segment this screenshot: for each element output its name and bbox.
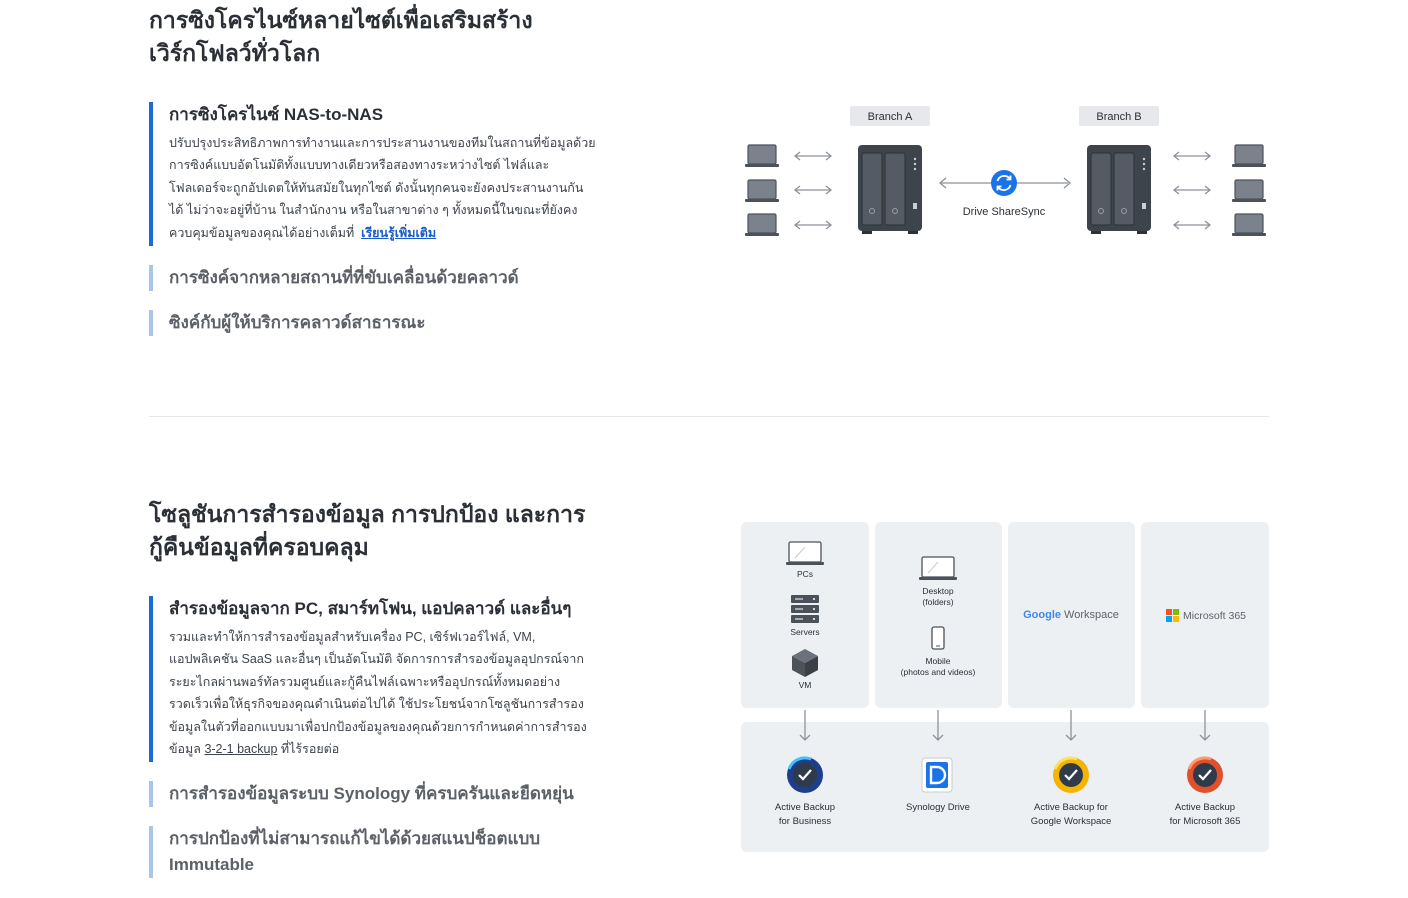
accordion-item-public-cloud[interactable] (149, 310, 629, 336)
accordion-heading[interactable]: การซิงค์จากหลายสถานที่ที่ขับเคลื่อนด้วยคลาวด์ (169, 268, 519, 288)
learn-more-link[interactable]: เรียนรู้เพิ่มเติม (361, 225, 437, 240)
title-line: กู้คืนข้อมูลที่ครอบคลุม (149, 534, 369, 560)
workspace-word: Workspace (1061, 609, 1119, 621)
product-label: Active Backup for (1034, 802, 1108, 813)
accordion-item-backup-devices[interactable] (149, 596, 629, 762)
product-label-sub: for Microsoft 365 (1169, 816, 1241, 827)
products-card (741, 722, 1269, 852)
body-line: การซิงค์แบบอัตโนมัติทั้งแบบทางเดียวหรือสองทางระหว่างไซต์ ไฟล์และ (169, 158, 550, 173)
product-label: Synology Drive (906, 802, 970, 813)
bidirectional-arrow-icon (1174, 186, 1210, 194)
laptop-icon (745, 180, 779, 202)
bidirectional-arrow-icon (795, 186, 831, 194)
bidirectional-arrow-icon (795, 152, 831, 160)
source-label-desktop: Desktop (922, 586, 954, 596)
accordion-item-nas-to-nas[interactable] (149, 102, 629, 246)
title-line: การซิงโครไนซ์หลายไซต์เพื่อเสริมสร้าง (149, 7, 533, 33)
body-line: ที่ไร้รอยต่อ (277, 742, 340, 757)
heading-line: Immutable (169, 855, 255, 875)
accordion-heading[interactable]: การซิงโครไนซ์ NAS-to-NAS (169, 105, 384, 124)
pc-icon (786, 542, 824, 565)
accordion-item-system-backup[interactable] (149, 781, 629, 807)
laptop-icon (1232, 180, 1266, 202)
accordion-backup (149, 596, 629, 878)
bidirectional-arrow-icon (1174, 221, 1210, 229)
product-label-sub: for Business (778, 816, 832, 827)
google-word: Google (1023, 609, 1062, 621)
body-line: แอปพลิเคชัน SaaS และอื่นๆ เป็นอัตโนมัติ จัดการการสำรองข้อมูลอุปกรณ์จาก (169, 652, 584, 667)
product-label: Active Backup (1174, 802, 1236, 813)
product-label-sub: Google Workspace (1030, 816, 1112, 827)
body-line: ระยะไกลผ่านพอร์ทัลรวมศูนย์และกู้คืนไฟล์เฉพาะหรืออุปกรณ์ทั้งหมดอย่าง (169, 674, 561, 689)
active-backup-microsoft-icon (1187, 757, 1223, 793)
heading-line: การปกป้องที่ไม่สามารถแก้ไขได้ด้วยสแนปช็อตแบบ (169, 829, 541, 849)
desktop-icon (919, 557, 957, 580)
body-line: รวมและทำให้การสำรองข้อมูลสำหรับเครื่อง PC, เซิร์ฟเวอร์ไฟล์, VM, (169, 630, 536, 644)
sync-label: Drive ShareSync (962, 206, 1046, 218)
bidirectional-arrow-icon (1174, 152, 1210, 160)
mobile-icon (932, 627, 944, 649)
source-label-desktop-sub: (folders) (922, 597, 954, 607)
source-card-desktop-mobile (875, 522, 1002, 708)
accordion-heading[interactable] (169, 826, 629, 878)
branch-a-label: Branch A (867, 111, 913, 123)
google-workspace-logo (1023, 609, 1119, 621)
drive-sharesync-diagram (738, 98, 1278, 248)
body-line: ข้อมูลในตัวที่ออกแบบมาเพื่อปกป้องข้อมูลของคุณด้วยการกำหนดค่าการสำรอง (169, 719, 587, 734)
synology-drive-icon (922, 758, 952, 792)
body-line: ควบคุมข้อมูลของคุณได้อย่างเต็มที่ (169, 225, 355, 240)
laptop-icon (745, 214, 779, 236)
section-title-backup (149, 498, 585, 564)
accordion-heading[interactable]: ซิงค์กับผู้ให้บริการคลาวด์สาธารณะ (169, 313, 426, 333)
nas-icon (858, 145, 922, 234)
section-divider (149, 416, 1269, 417)
source-label-pcs: PCs (796, 569, 814, 579)
product-label: Active Backup (774, 802, 836, 813)
body-line: รวดเร็วเพื่อให้ธุรกิจของคุณดำเนินต่อไปได้ ใช้ประโยชน์จากโซลูชันการสำรอง (169, 697, 584, 712)
section-title-sync (149, 4, 533, 70)
backup-solutions-diagram (741, 522, 1269, 852)
accordion-heading[interactable]: การสำรองข้อมูลระบบ Synology ที่ครบครันและยืดหยุ่น (169, 784, 574, 804)
title-line: เวิร์กโฟลว์ทั่วโลก (149, 40, 321, 66)
accordion-sync (149, 102, 629, 336)
accordion-item-immutable[interactable] (149, 826, 629, 878)
backup-321-link[interactable]: 3-2-1 backup (204, 742, 278, 757)
nas-icon (1087, 145, 1151, 234)
branch-b-label: Branch B (1096, 111, 1142, 123)
body-line: ข้อมูล (169, 742, 205, 757)
laptop-icon (1232, 145, 1266, 167)
active-backup-business-icon (787, 757, 823, 793)
body-line: ได้ ไม่ว่าจะอยู่ที่บ้าน ในสำนักงาน หรือในสาขาต่าง ๆ ทั้งหมดนี้ในขณะที่ยังคง (169, 203, 578, 218)
body-line: โฟลเดอร์จะถูกอัปเดตให้ทันสมัยในทุกไซต์ ดังนั้นทุกคนจะยังคงประสานงานกัน (169, 180, 584, 195)
accordion-body (169, 132, 629, 244)
source-label-mobile-sub: (photos and videos) (900, 667, 976, 677)
source-label-vm: VM (798, 680, 812, 690)
server-icon (791, 595, 819, 623)
accordion-heading[interactable]: สำรองข้อมูลจาก PC, สมาร์ทโฟน, แอปคลาวด์ และอื่นๆ (169, 599, 572, 618)
body-line: ปรับปรุงประสิทธิภาพการทำงานและการประสานงานของทีมในสถานที่ข้อมูลด้วย (169, 136, 596, 150)
bidirectional-arrow-icon (795, 221, 831, 229)
laptop-icon (745, 145, 779, 167)
source-label-servers: Servers (790, 627, 820, 637)
sync-icon (991, 170, 1017, 196)
microsoft-label: Microsoft 365 (1183, 610, 1247, 622)
accordion-body (169, 626, 629, 760)
active-backup-google-icon (1053, 757, 1089, 793)
accordion-item-cloud-sync[interactable] (149, 265, 629, 291)
source-label-mobile: Mobile (925, 656, 951, 666)
laptop-icon (1232, 214, 1266, 236)
title-line: โซลูชันการสำรองข้อมูล การปกป้อง และการ (149, 501, 586, 527)
